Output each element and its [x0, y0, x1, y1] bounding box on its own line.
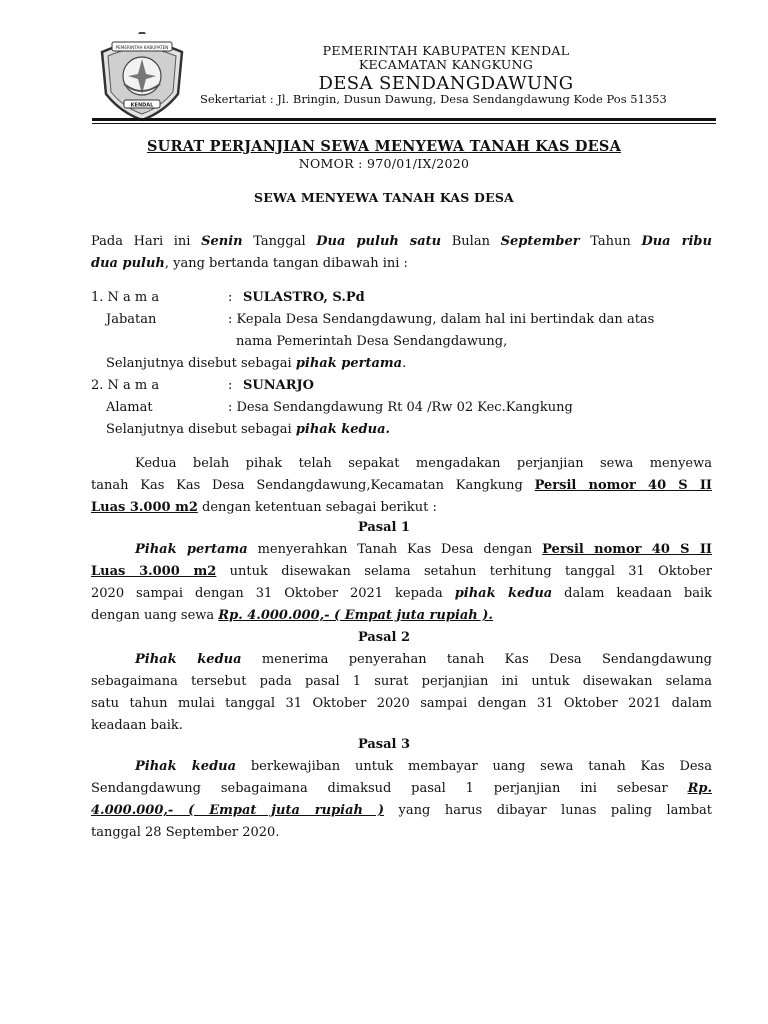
agreement-line-1: Kedua belah pihak telah sepakat mengadakan perjanjian sewa menyewa: [135, 456, 712, 471]
pasal-text: 2020 sampai dengan 31 Oktober 2021 kepada: [91, 586, 455, 601]
intro-date: Dua puluh satu: [316, 234, 442, 249]
party1-designation: [106, 353, 406, 375]
party2-alamat: : Desa Sendangdawung Rt 04 /Rw 02 Kec.Kangkung: [228, 400, 573, 415]
intro-line-1: [91, 231, 712, 253]
persil-number: Persil nomor 40 S II: [542, 542, 712, 557]
rent-amount: Rp. 4.000.000,- ( Empat juta rupiah ).: [218, 608, 493, 623]
letterhead-district: KECAMATAN KANGKUNG: [358, 57, 534, 72]
header-rule-thick: [92, 118, 716, 121]
pasal-3-line-2: [91, 778, 712, 800]
pasal-text: Sendangdawung sebagaimana dimaksud pasal 1 perjanjian ini sebesar: [91, 781, 688, 796]
intro-line-2: [91, 253, 408, 275]
party1-name-label: 1. N a m a: [91, 290, 160, 305]
pasal-2-line-2: sebagaimana tersebut pada pasal 1 surat perjanjian ini untuk disewakan selama: [91, 674, 712, 689]
intro-text: Pada Hari ini: [91, 234, 202, 249]
party-role: Pihak kedua: [135, 759, 237, 774]
agreement-line-3: [91, 497, 437, 519]
designation-role: pihak pertama: [295, 356, 403, 371]
intro-text: Bulan: [441, 234, 501, 249]
intro-year: Dua ribu: [641, 234, 712, 249]
designation-text: Selanjutnya disebut sebagai: [106, 356, 296, 371]
document-number: NOMOR : 970/01/IX/2020: [298, 156, 470, 171]
agreement-line-2: [91, 475, 712, 497]
party1-jabatan-line2: nama Pemerintah Desa Sendangdawung,: [236, 334, 508, 349]
party1-name: SULASTRO, S.Pd: [243, 290, 365, 305]
letterhead-village: DESA SENDANGDAWUNG: [318, 73, 574, 94]
pasal-3-line-3: [91, 800, 712, 822]
party1-colon: :: [228, 290, 233, 305]
party-role: Pihak kedua: [135, 652, 242, 667]
pasal-1-line-2: [91, 561, 712, 583]
persil-number: Persil nomor 40 S II: [534, 478, 712, 493]
pasal-text: menerima penyerahan tanah Kas Desa Sendangdawung: [241, 652, 712, 667]
pasal-3-heading: Pasal 3: [357, 737, 411, 752]
party2-name-label: 2. N a m a: [91, 378, 160, 393]
party-role: Pihak pertama: [135, 542, 248, 557]
pasal-2-heading: Pasal 2: [357, 630, 411, 645]
land-area: Luas 3.000 m2: [91, 564, 217, 579]
logo-text-top: PEMERINTAH KABUPATEN: [115, 45, 169, 50]
document-title: SURAT PERJANJIAN SEWA MENYEWA TANAH KAS DESA: [146, 138, 622, 155]
pasal-3-line-1: [135, 756, 712, 778]
pasal-text: menyerahkan Tanah Kas Desa dengan: [247, 542, 543, 557]
pasal-3-line-4: tanggal 28 September 2020.: [91, 825, 280, 840]
pasal-1-heading: Pasal 1: [357, 520, 411, 535]
kendal-regency-emblem: [94, 32, 190, 122]
intro-day: Senin: [201, 234, 243, 249]
rent-amount: Rp.: [687, 781, 712, 796]
agreement-text: tanah Kas Kas Desa Sendangdawung,Kecamatan Kangkung: [91, 478, 535, 493]
intro-month: September: [500, 234, 580, 249]
pasal-1-line-4: [91, 605, 493, 627]
party2-name: SUNARJO: [243, 378, 314, 393]
party2-colon: :: [228, 378, 233, 393]
pasal-text: yang harus dibayar lunas paling lambat: [384, 803, 712, 818]
letterhead-government: PEMERINTAH KABUPATEN KENDAL: [322, 43, 570, 58]
land-area: Luas 3.000 m2: [91, 500, 198, 515]
header-rule-thin: [92, 123, 716, 124]
document-subtitle: SEWA MENYEWA TANAH KAS DESA: [254, 190, 514, 205]
designation-text: Selanjutnya disebut sebagai: [106, 422, 296, 437]
letterhead: [196, 43, 696, 106]
intro-text: Tanggal: [242, 234, 317, 249]
pasal-text: dalam keadaan baik: [552, 586, 712, 601]
party-role: pihak kedua: [454, 586, 553, 601]
pasal-2-line-3: satu tahun mulai tanggal 31 Oktober 2020 sampai dengan 31 Oktober 2021 dalam: [91, 696, 712, 711]
pasal-2-line-1: [135, 649, 712, 671]
intro-text: Tahun: [579, 234, 642, 249]
designation-text: .: [402, 356, 407, 371]
rent-amount: 4.000.000,- ( Empat juta rupiah ): [91, 803, 385, 818]
party1-jabatan-line1: : Kepala Desa Sendangdawung, dalam hal ini bertindak dan atas: [228, 312, 655, 327]
pasal-1-line-1: [135, 539, 712, 561]
logo-text-bottom: KENDAL: [130, 102, 154, 109]
party1-jabatan-label: Jabatan: [106, 312, 157, 327]
party2-alamat-label: Alamat: [106, 400, 153, 415]
pasal-text: untuk disewakan selama setahun terhitung tanggal 31 Oktober: [216, 564, 712, 579]
agreement-text: dengan ketentuan sebagai berikut :: [197, 500, 437, 515]
intro-text: , yang bertanda tangan dibawah ini :: [164, 256, 408, 271]
designation-role: pihak kedua.: [295, 422, 391, 437]
intro-year: dua puluh: [91, 256, 165, 271]
letterhead-address: Sekertariat : Jl. Bringin, Dusun Dawung, Desa Sendangdawung Kode Pos 51353: [200, 92, 667, 106]
pasal-1-line-3: [91, 583, 712, 605]
party2-designation: [106, 419, 390, 441]
pasal-2-line-4: keadaan baik.: [91, 718, 183, 733]
pasal-text: berkewajiban untuk membayar uang sewa tanah Kas Desa: [236, 759, 712, 774]
pasal-text: dengan uang sewa: [91, 608, 219, 623]
